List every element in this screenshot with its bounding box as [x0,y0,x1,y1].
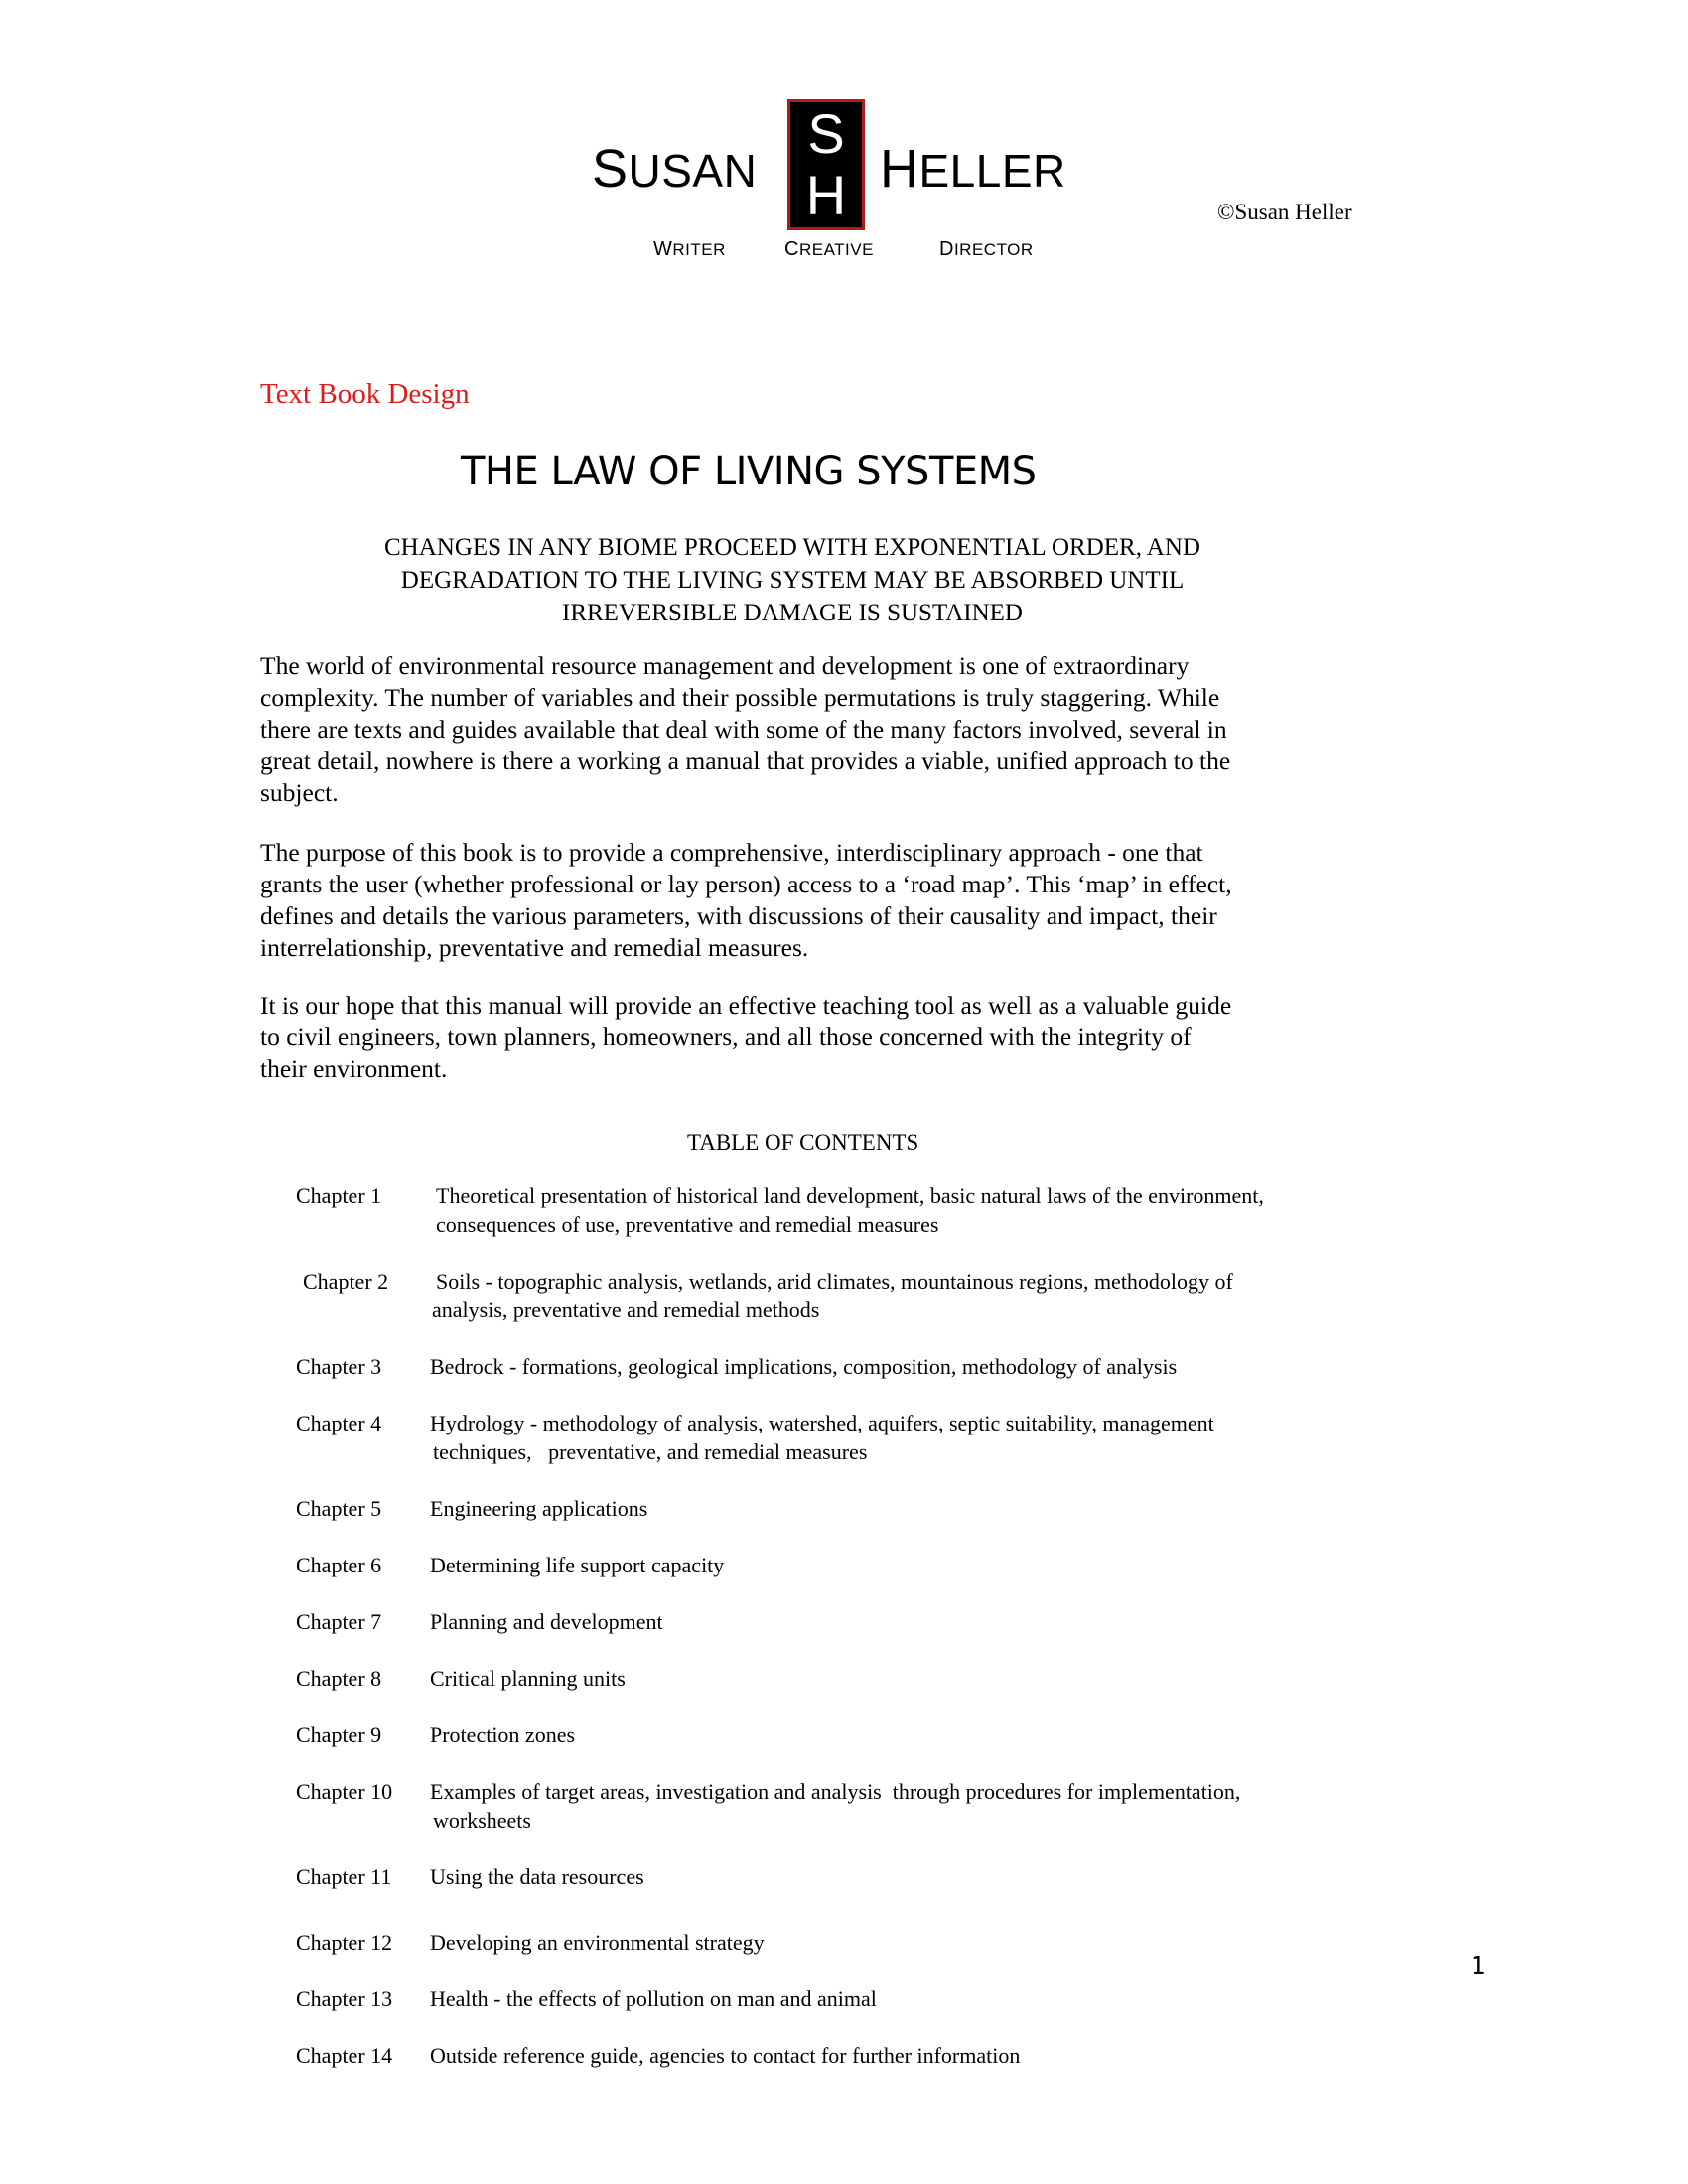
toc-chapter-description [436,1181,1264,1239]
subtitle [260,531,1325,629]
toc-chapter-number: Chapter 5 [296,1496,382,1521]
toc-line: Developing an environmental strategy [430,1930,765,1955]
paragraph-line: to civil engineers, town planners, homeowners, and all those concerned with the integrity of [260,1023,1192,1051]
toc-chapter-description [430,1409,1214,1466]
toc-chapter-number: Chapter 1 [296,1183,382,1208]
toc-chapter-description [430,1862,644,1891]
paragraph-line: It is our hope that this manual will provide an effective teaching tool as well as a valuable guide [260,991,1232,1020]
toc-chapter-description [432,1267,1233,1324]
toc-line: worksheets [433,1808,531,1833]
toc-line: Hydrology - methodology of analysis, watershed, aquifers, septic suitability, management [430,1411,1214,1435]
paragraph-line: complexity. The number of variables and their possible permutations is truly staggering. While [260,683,1220,712]
tagline-director: DIRECTOR [939,238,1034,260]
toc-chapter-description [430,1494,647,1523]
toc-chapter-number: Chapter 12 [296,1930,393,1955]
toc-chapter-number: Chapter 2 [303,1269,389,1294]
paragraph-2 [260,837,1232,964]
page-title: THE LAW OF LIVING SYSTEMS [461,449,1037,494]
subtitle-line: IRREVERSIBLE DAMAGE IS SUSTAINED [562,600,1023,626]
toc-line: Outside reference guide, agencies to contact for further information [430,2043,1021,2068]
page-number: 1 [1471,1951,1486,1979]
toc-line: consequences of use, preventative and remedial measures [436,1212,939,1237]
toc-chapter-description [430,1551,724,1579]
copyright-notice: ©Susan Heller [1217,200,1352,224]
toc-title: TABLE OF CONTENTS [687,1130,919,1155]
toc-line: Soils - topographic analysis, wetlands, arid climates, mountainous regions, methodology of [436,1269,1233,1294]
paragraph-line: The world of environmental resource management and development is one of extraordinary [260,651,1190,680]
paragraph-3 [260,990,1231,1085]
toc-line: Health - the effects of pollution on man and animal [430,1986,877,2011]
toc-chapter-number: Chapter 7 [296,1609,382,1634]
paragraph-line: The purpose of this book is to provide a comprehensive, interdisciplinary approach - one that [260,838,1203,867]
paragraph-1 [260,650,1230,809]
toc-chapter-number: Chapter 6 [296,1553,382,1577]
toc-line: Planning and development [430,1609,663,1634]
paragraph-line: subject. [260,778,339,807]
logo-monogram-bottom: H [805,164,847,226]
toc-chapter-description [430,1352,1177,1381]
toc-chapter-number: Chapter 10 [296,1779,393,1804]
logo-last-name [880,139,1066,199]
paragraph-line: interrelationship, preventative and remedial measures. [260,933,809,962]
logo-monogram [787,99,865,230]
logo-first-name [592,139,758,199]
section-label: Text Book Design [260,378,470,410]
toc-chapter-description [430,1664,626,1693]
toc-chapter-description [430,2041,1020,2070]
toc-chapter-number: Chapter 8 [296,1666,382,1691]
toc-line: Theoretical presentation of historical land development, basic natural laws of the environment, [436,1183,1264,1208]
subtitle-line: DEGRADATION TO THE LIVING SYSTEM MAY BE ABSORBED UNTIL [400,567,1185,594]
toc-line: Bedrock - formations, geological implications, composition, methodology of analysis [430,1354,1178,1379]
toc-line: Critical planning units [430,1666,626,1691]
toc-chapter-number: Chapter 13 [296,1986,393,2011]
logo-monogram-top: S [807,102,845,165]
toc-chapter-description [430,1928,765,1957]
toc-chapter-number: Chapter 11 [296,1864,392,1889]
toc-line: Examples of target areas, investigation and analysis through procedures for implementation, [430,1779,1241,1804]
toc-chapter-number: Chapter 9 [296,1722,382,1747]
tagline-creative: CREATIVE [784,238,874,260]
toc-chapter-number: Chapter 14 [296,2043,393,2068]
subtitle-line: CHANGES IN ANY BIOME PROCEED WITH EXPONENTIAL ORDER, AND [384,534,1200,561]
toc-chapter-description [430,1777,1240,1835]
toc-line: Engineering applications [430,1496,648,1521]
toc-line: Protection zones [430,1722,576,1747]
logo-last-rest: ELLER [918,145,1066,197]
toc-chapter-number: Chapter 3 [296,1354,382,1379]
logo-first-rest: USAN [628,145,758,197]
toc-chapter-description [430,1720,575,1749]
tagline-writer: WRITER [653,238,726,260]
paragraph-line: there are texts and guides available that deal with some of the many factors involved, several in [260,715,1227,744]
toc-chapter-number: Chapter 4 [296,1411,382,1435]
paragraph-line: defines and details the various parameters, with discussions of their causality and impact, their [260,901,1217,930]
logo-first-initial: S [592,139,629,199]
toc-chapter-description [430,1607,663,1636]
toc-line: Determining life support capacity [430,1553,725,1577]
toc-line: techniques, preventative, and remedial measures [433,1439,868,1464]
toc-chapter-description [430,1984,877,2013]
toc-line: analysis, preventative and remedial methods [432,1297,820,1322]
paragraph-line: great detail, nowhere is there a working a manual that provides a viable, unified approach to the [260,747,1231,775]
toc-line: Using the data resources [430,1864,644,1889]
paragraph-line: grants the user (whether professional or lay person) access to a ‘road map’. This ‘map’ in effect, [260,870,1232,898]
logo-last-initial: H [880,139,919,199]
paragraph-line: their environment. [260,1054,448,1083]
